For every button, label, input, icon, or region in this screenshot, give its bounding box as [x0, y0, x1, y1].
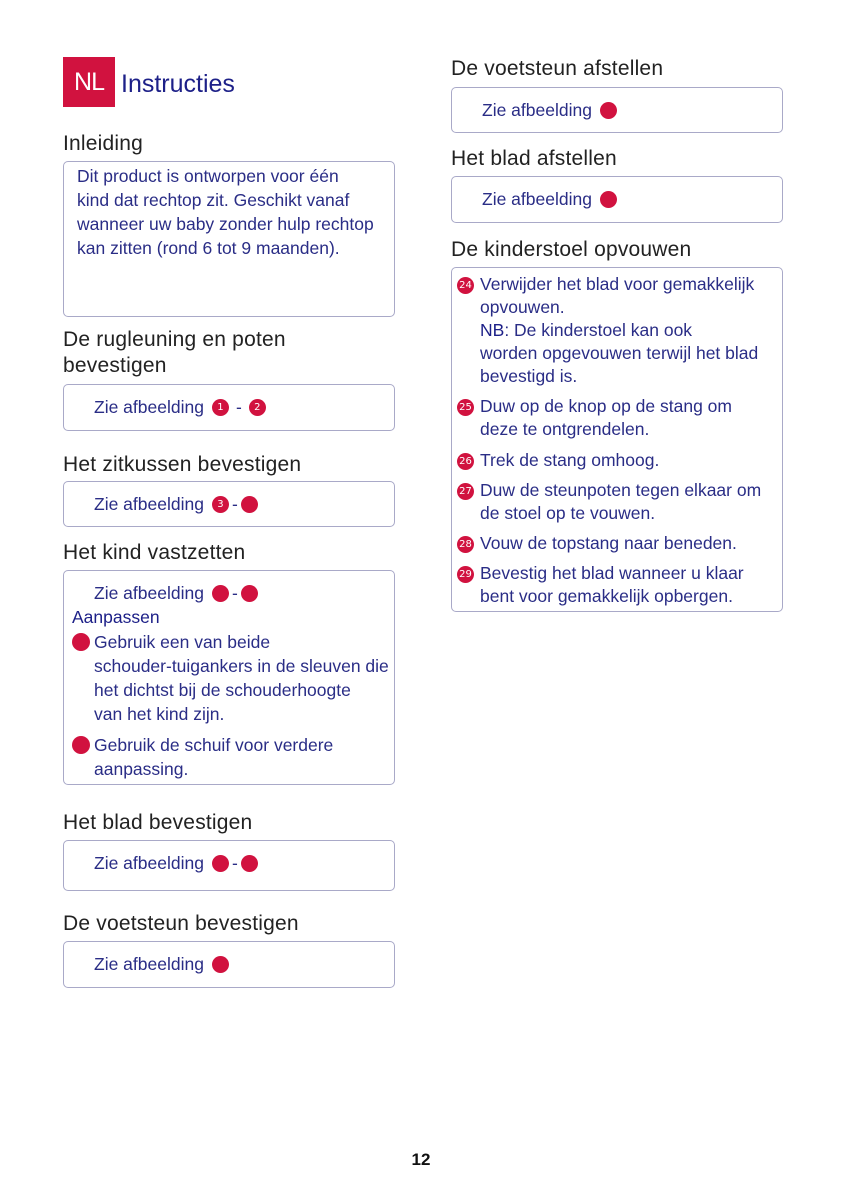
page-title: Instructies — [121, 70, 235, 98]
fold-step — [457, 532, 737, 555]
backrest-heading-line: De rugleuning en poten — [63, 328, 286, 351]
range-separator: - — [231, 583, 238, 603]
backrest-heading — [63, 327, 286, 379]
adjust-line: aanpassing. — [94, 759, 189, 779]
adjust-line: Gebruik een van beide — [94, 632, 271, 652]
fold-step — [457, 449, 659, 472]
fold-step — [457, 479, 761, 525]
tray-adjust-heading: Het blad afstellen — [451, 147, 617, 170]
footrest-heading: De voetsteun bevestigen — [63, 912, 299, 935]
step-line: deze te ontgrendelen. — [480, 419, 650, 439]
adjust-label: Aanpassen — [72, 607, 160, 627]
step-line: opvouwen. — [480, 297, 565, 317]
step-line: Duw op de knop op de stang om — [480, 396, 732, 416]
figure-number-icon — [212, 585, 229, 602]
figure-number-icon — [72, 736, 90, 754]
step-line: Verwijder het blad voor gemakkelijk — [480, 274, 755, 294]
intro-line: kan zitten (rond 6 tot 9 maanden). — [77, 238, 340, 258]
step-number-icon: 24 — [457, 277, 474, 294]
seat-box — [63, 481, 395, 527]
adjust-line: het dichtst bij de schouderhoogte — [94, 680, 351, 700]
footrest-adjust-box — [451, 87, 783, 133]
see-label: Zie afbeelding — [482, 100, 592, 120]
adjust-item — [72, 630, 389, 726]
tray-box — [63, 840, 395, 891]
backrest-see-figure — [94, 397, 266, 418]
step-line: de stoel op te vouwen. — [480, 503, 656, 523]
step-number-icon: 29 — [457, 566, 474, 583]
tray-heading: Het blad bevestigen — [63, 811, 253, 834]
intro-text — [77, 164, 374, 260]
figure-number-icon: 2 — [249, 399, 266, 416]
step-number-icon: 27 — [457, 483, 474, 500]
step-line: Trek de stang omhoog. — [480, 450, 660, 470]
tray-see-figure — [94, 853, 258, 874]
child-box — [63, 570, 395, 785]
figure-number-icon — [600, 191, 617, 208]
language-badge: NL — [63, 57, 115, 107]
see-label: Zie afbeelding — [94, 954, 204, 974]
seat-heading: Het zitkussen bevestigen — [63, 453, 302, 476]
step-number-icon: 28 — [457, 536, 474, 553]
figure-number-icon: 3 — [212, 496, 229, 513]
tray-adjust-see-figure — [482, 189, 617, 210]
figure-number-icon — [241, 585, 258, 602]
step-line: bevestigd is. — [480, 366, 578, 386]
step-number-icon: 25 — [457, 399, 474, 416]
adjust-line: schouder-tuigankers in de sleuven die — [94, 656, 389, 676]
intro-line: Dit product is ontworpen voor één — [77, 166, 339, 186]
fold-heading: De kinderstoel opvouwen — [451, 238, 692, 261]
see-label: Zie afbeelding — [482, 189, 592, 209]
adjust-line: Gebruik de schuif voor verdere — [94, 735, 334, 755]
step-line: bent voor gemakkelijk opbergen. — [480, 586, 733, 606]
figure-number-icon — [212, 956, 229, 973]
child-heading: Het kind vastzetten — [63, 541, 246, 564]
footrest-box — [63, 941, 395, 988]
adjust-item — [72, 733, 333, 781]
footrest-see-figure — [94, 954, 229, 975]
fold-step — [457, 562, 744, 608]
figure-number-icon — [72, 633, 90, 651]
nb-label: NB — [480, 320, 505, 340]
child-see-figure — [94, 583, 258, 604]
fold-step — [457, 273, 758, 388]
footrest-adjust-see-figure — [482, 100, 617, 121]
intro-heading: Inleiding — [63, 132, 144, 155]
fold-box — [451, 267, 783, 612]
intro-line: wanneer uw baby zonder hulp rechtop — [77, 214, 374, 234]
step-line: worden opgevouwen terwijl het blad — [480, 343, 759, 363]
fold-step — [457, 395, 732, 441]
figure-number-icon — [241, 496, 258, 513]
tray-adjust-box — [451, 176, 783, 223]
range-separator: - — [235, 397, 242, 417]
figure-number-icon: 1 — [212, 399, 229, 416]
backrest-box — [63, 384, 395, 431]
intro-box — [63, 161, 395, 317]
seat-see-figure — [94, 494, 258, 515]
see-label: Zie afbeelding — [94, 853, 204, 873]
adjust-line: van het kind zijn. — [94, 704, 225, 724]
range-separator: - — [231, 494, 238, 514]
backrest-heading-line: bevestigen — [63, 354, 167, 377]
see-label: Zie afbeelding — [94, 494, 204, 514]
step-line: : De kinderstoel kan ook — [504, 320, 693, 340]
step-line: Vouw de topstang naar beneden. — [480, 533, 737, 553]
step-note — [480, 319, 758, 342]
range-separator: - — [231, 853, 238, 873]
step-line: Bevestig het blad wanneer u klaar — [480, 563, 744, 583]
figure-number-icon — [241, 855, 258, 872]
intro-line: kind dat rechtop zit. Geschikt vanaf — [77, 190, 350, 210]
figure-number-icon — [212, 855, 229, 872]
footrest-adjust-heading: De voetsteun afstellen — [451, 57, 664, 80]
figure-number-icon — [600, 102, 617, 119]
page-number: 12 — [411, 1150, 431, 1169]
see-label: Zie afbeelding — [94, 583, 204, 603]
step-line: Duw de steunpoten tegen elkaar om — [480, 480, 762, 500]
see-label: Zie afbeelding — [94, 397, 204, 417]
step-number-icon: 26 — [457, 453, 474, 470]
